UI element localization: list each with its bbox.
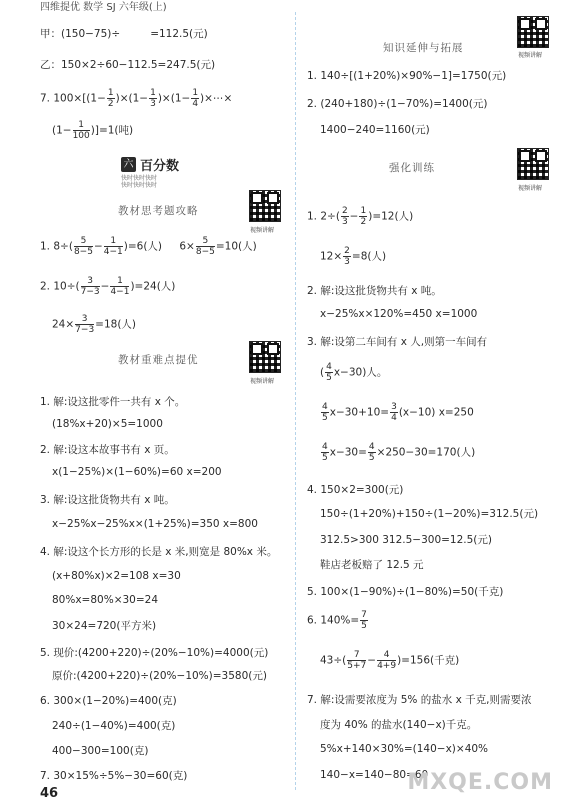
answer-line: x−25%x×120%=450 x=1000 — [320, 308, 478, 320]
answer-line: 3. 解:设第二车间有 x 人,则第一车间有 — [307, 336, 488, 348]
subsection-heading: 知识延伸与拓展 — [383, 42, 464, 54]
answer-line: 150÷(1+20%)+150÷(1−20%)=312.5(元) — [320, 508, 539, 520]
answer-line: 2. 解:设这批货物共有 x 吨。 — [307, 285, 442, 297]
answer-line: (1− $\frac{1}{100}$ )]=1(吨) — [52, 120, 134, 141]
answer-line: 2. (240+180)÷(1−70%)=1400(元) — [307, 98, 488, 110]
page-header: 四维提优 数学 SJ 六年级(上) — [40, 2, 167, 13]
section-subtitle: 快时快时快时 — [121, 175, 158, 182]
answer-line: 5%x+140×30%=(140−x)×40% — [320, 743, 489, 755]
answer-line: 甲：(150−75)÷ =112.5(元) — [40, 28, 208, 40]
answer-line: 12× $\frac{2}{3}$ =8(人) — [320, 246, 387, 267]
answer-line: x(1−25%)×(1−60%)=60 x=200 — [52, 466, 222, 478]
answer-line: 鞋店老板赔了 12.5 元 — [320, 559, 424, 571]
answer-line: 6. 140%= $\frac{7}{5}$ — [307, 610, 367, 631]
answer-line: (x+80%x)×2=108 x=30 — [52, 570, 181, 582]
qr-caption: 视频讲解 — [250, 378, 275, 385]
answer-line: 312.5>300 312.5−300=12.5(元) — [320, 534, 493, 546]
answer-line: 5. 现价:(4200+220)÷(20%−10%)=4000(元) — [40, 647, 269, 659]
answer-line: 80%x=80%×30=24 — [52, 594, 159, 606]
answer-line: 2. 解:设这本故事书有 x 页。 — [40, 444, 175, 456]
answer-line: 1. 解:设这批零件一共有 x 个。 — [40, 396, 186, 408]
answer-line: 7. 解:设需要浓度为 5% 的盐水 x 千克,则需要浓 — [307, 694, 532, 706]
answer-line: 3. 解:设这批货物共有 x 吨。 — [40, 494, 175, 506]
qr-code-icon[interactable] — [249, 341, 281, 373]
answer-line: 24× $\frac{3}{7-3}$ =18(人) — [52, 314, 137, 335]
section-title: 百分数 — [140, 159, 180, 174]
section-number-badge: 六 — [121, 157, 136, 172]
answer-line: 4. 解:设这个长方形的长是 x 米,则宽是 80%x 米。 — [40, 546, 278, 558]
qr-code-icon[interactable] — [517, 16, 549, 48]
answer-line: 7. 30×15%÷5%−30=60(克) — [40, 770, 188, 782]
answer-line: 5. 100×(1−90%)÷(1−80%)=50(千克) — [307, 586, 504, 598]
answer-line: (18%x+20)×5=1000 — [52, 418, 163, 430]
answer-line: 140−x=140−80=60 — [320, 769, 429, 781]
answer-line: 4. 150×2=300(元) — [307, 484, 404, 496]
watermark: MXQE.COM — [407, 770, 553, 795]
qr-caption: 视频讲解 — [250, 227, 275, 234]
qr-caption: 视频讲解 — [518, 52, 543, 59]
section-subtitle: 快时快时快时 — [121, 182, 158, 189]
qr-code-icon[interactable] — [517, 148, 549, 180]
answer-line: x−25%x−25%x×(1+25%)=350 x=800 — [52, 518, 258, 530]
answer-line: 1. 140÷[(1+20%)×90%−1]=1750(元) — [307, 70, 507, 82]
subsection-heading: 强化训练 — [389, 162, 435, 174]
answer-line: ( $\frac{4}{5}$ x−30)人。 — [320, 362, 388, 383]
answer-line: 度为 40% 的盐水(140−x)千克。 — [320, 719, 478, 731]
answer-line: 1400−240=1160(元) — [320, 124, 430, 136]
answer-line: 30×24=720(平方米) — [52, 620, 157, 632]
subsection-heading: 教材思考题攻略 — [118, 205, 199, 217]
qr-caption: 视频讲解 — [518, 185, 543, 192]
page-number: 46 — [40, 786, 59, 801]
answer-line: 2. 10÷( $\frac{3}{7-3}$ − $\frac{1}{4-1}$ )=24(人) — [40, 276, 176, 297]
answer-line: 1. 2÷( $\frac{2}{3}$ − $\frac{1}{2}$ )=12(人) — [307, 206, 414, 227]
answer-line: 乙：150×2÷60−112.5=247.5(元) — [40, 59, 216, 71]
answer-line: $\frac{4}{5}$ x−30= $\frac{4}{5}$ ×250−30=170(人) — [322, 442, 476, 463]
column-divider — [295, 12, 296, 790]
answer-line: 6. 300×(1−20%)=400(克) — [40, 695, 177, 707]
answer-line: 43÷( $\frac{7}{5+7}$ − $\frac{4}{4+9}$ )=156(千克) — [320, 650, 460, 671]
answer-line: 原价:(4200+220)÷(20%−10%)=3580(元) — [52, 670, 267, 682]
subsection-heading: 教材重难点提优 — [118, 354, 199, 366]
answer-line: 240÷(1−40%)=400(克) — [52, 720, 176, 732]
answer-line: $\frac{4}{5}$ x−30+10= $\frac{3}{4}$ (x−10) x=250 — [322, 402, 474, 423]
answer-line: 7. 100×[(1− $\frac{1}{2}$ )×(1− $\frac{1}{3}$ )×(1− $\frac{1}{4}$ )×⋯× — [40, 88, 233, 109]
qr-code-icon[interactable] — [249, 190, 281, 222]
answer-line: 400−300=100(克) — [52, 745, 149, 757]
answer-line: 1. 8÷( $\frac{5}{8-5}$ − $\frac{1}{4-1}$ )=6(人) 6× $\frac{5}{8-5}$ =10(人) — [40, 236, 257, 257]
